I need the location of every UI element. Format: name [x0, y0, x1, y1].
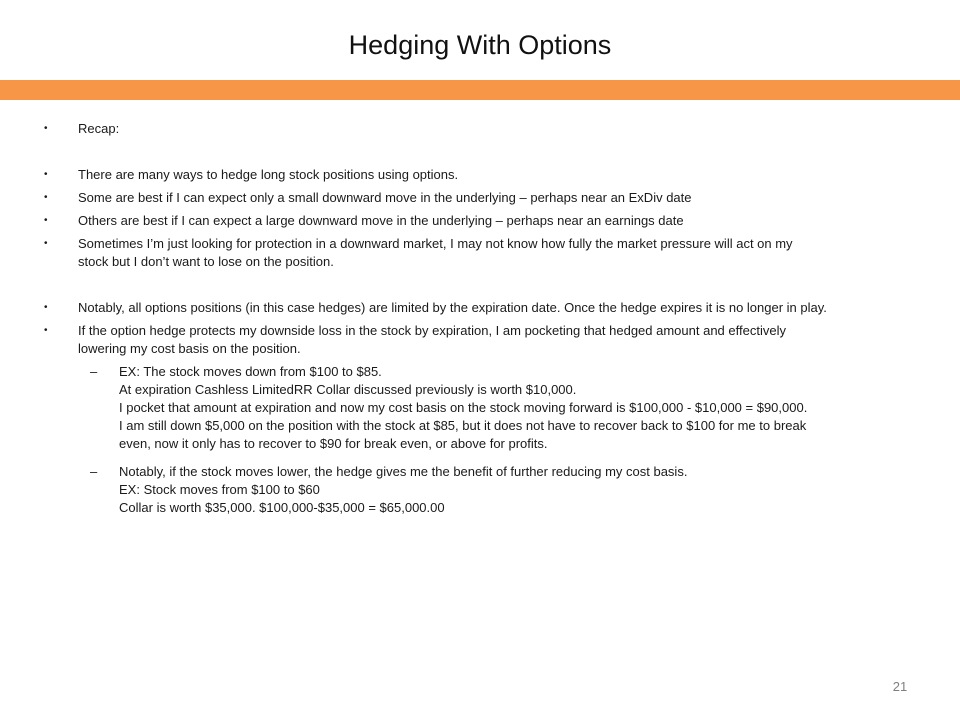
- page-number: 21: [892, 679, 908, 694]
- bullet-marker: •: [44, 169, 48, 180]
- sub-bullet-example-line-4: I am still down $5,000 on the position with the stock at $85, but it does not have to recover back to $100 for me to break: [119, 418, 807, 433]
- sub-bullet-lower-line-1: Notably, if the stock moves lower, the hedge gives me the benefit of further reducing my cost basis.: [119, 464, 688, 479]
- bullet-text-recap: Recap:: [78, 121, 120, 136]
- bullet-text-many-ways: There are many ways to hedge long stock positions using options.: [78, 167, 459, 182]
- bullet-marker: •: [44, 302, 48, 313]
- sub-bullet-example-line-5: even, now it only has to recover to $90 for break even, or above for profits.: [119, 436, 548, 451]
- bullet-text-expiration-limit: Notably, all options positions (in this case hedges) are limited by the expiration date. Once the hedge expires it is no longer in play.: [78, 300, 827, 315]
- sub-bullet-example-line-1: EX: The stock moves down from $100 to $85.: [119, 364, 382, 379]
- bullet-text-large-move: Others are best if I can expect a large downward move in the underlying – perhaps near an earnings date: [78, 213, 684, 228]
- bullet-marker: •: [44, 238, 48, 249]
- slide-title: Hedging With Options: [348, 30, 612, 60]
- bullet-marker: •: [44, 325, 48, 336]
- sub-bullet-example-line-2: At expiration Cashless LimitedRR Collar discussed previously is worth $10,000.: [119, 382, 577, 397]
- bullet-marker: •: [44, 215, 48, 226]
- bullet-text-cost-basis-line-2: lowering my cost basis on the position.: [78, 341, 301, 356]
- sub-bullet-marker: –: [90, 464, 98, 479]
- bullet-text-small-move: Some are best if I can expect only a small downward move in the underlying – perhaps near an ExDiv date: [78, 190, 692, 205]
- sub-bullet-example-line-3: I pocket that amount at expiration and now my cost basis on the stock moving forward is $100,000 - $10,000 = $90,000.: [119, 400, 808, 415]
- sub-bullet-lower-line-3: Collar is worth $35,000. $100,000-$35,000 = $65,000.00: [119, 500, 445, 515]
- sub-bullet-lower-line-2: EX: Stock moves from $100 to $60: [119, 482, 320, 497]
- bullet-text-protection-line-2: stock but I don’t want to lose on the position.: [78, 254, 334, 269]
- bullet-marker: •: [44, 192, 48, 203]
- sub-bullet-marker: –: [90, 364, 98, 379]
- bullet-text-protection-line-1: Sometimes I’m just looking for protection in a downward market, I may not know how fully the market pressure will act on my: [78, 236, 793, 251]
- bullet-text-cost-basis-line-1: If the option hedge protects my downside loss in the stock by expiration, I am pocketing that hedged amount and effectively: [78, 323, 786, 338]
- bullet-marker: •: [44, 123, 48, 134]
